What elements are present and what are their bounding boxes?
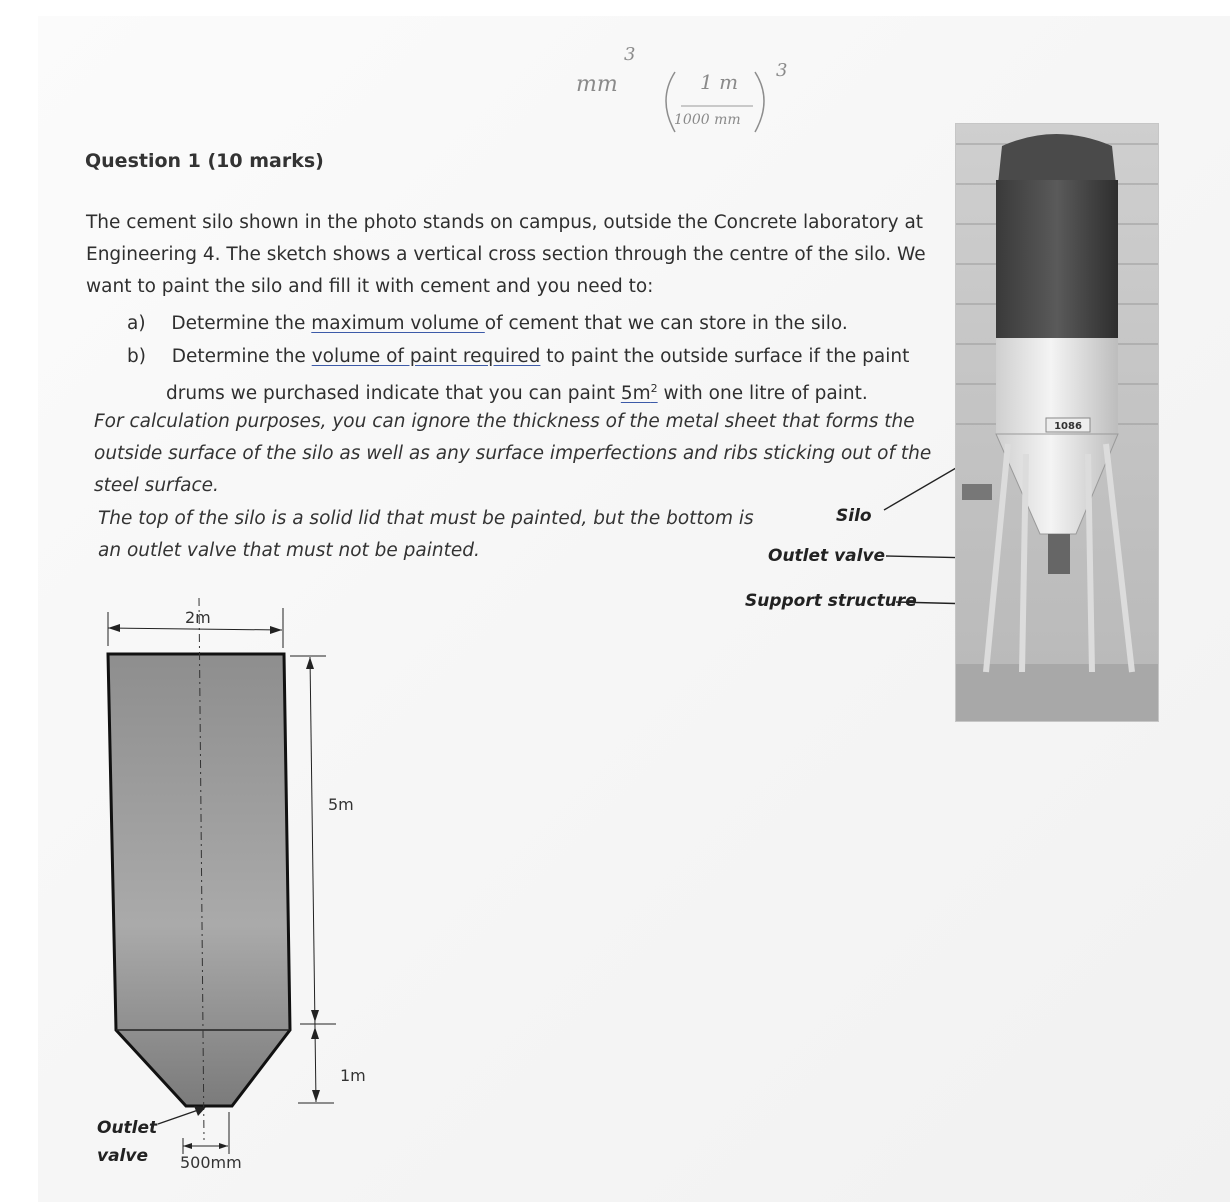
lid-line: an outlet valve that must not be painted. [98,540,480,561]
width-arrow-right [270,626,282,634]
item-b-post: to paint the outside surface if the paint [540,346,910,367]
outlet-label-line1: Outlet [97,1118,158,1138]
width-label: 2m [185,608,211,627]
label-outlet-valve: Outlet valve [768,546,886,566]
item-a-post: of cement that we can store in the silo. [484,313,848,334]
item-b-marker: b) [127,346,146,367]
label-support-structure: Support structure [745,591,917,611]
handwritten-mm-exponent: 3 [624,44,636,65]
width-arrow-left [108,624,120,632]
item-b-underlined: volume of paint required [311,346,541,367]
question-title: Question 1 (10 marks) [85,150,324,172]
item-b-line2-pre: drums we purchased indicate that you can paint [166,383,621,405]
coverage-value: 5m [620,383,651,405]
note-line: outside surface of the silo as well as any surface imperfections and ribs sticking out of the [94,443,932,464]
intro-line: want to paint the silo and fill it with cement and you need to: [86,276,654,297]
height-label: 5m [328,795,354,814]
outlet-width-label: 500mm [180,1153,242,1172]
silo-body-outline [108,654,290,1106]
handwritten-mm: mm [576,72,618,97]
plate-number: 1086 [1054,421,1082,432]
label-silo: Silo [836,506,872,526]
handwritten-1000mm: 1000 mm [674,112,741,128]
coverage-exponent: 2 [650,382,658,395]
lid-line: The top of the silo is a solid lid that must be painted, but the bottom is [98,508,754,529]
item-a-marker: a) [127,313,146,334]
note-line: For calculation purposes, you can ignore the thickness of the metal sheet that forms the [94,411,915,432]
handwritten-paren-exponent: 3 [776,60,788,81]
item-b-line2-post: with one litre of paint. [657,383,868,405]
intro-line: Engineering 4. The sketch shows a vertical cross section through the centre of the silo. We [86,244,926,265]
cone-height-label: 1m [340,1066,366,1085]
width-dimension-line [108,628,282,630]
handwritten-1m: 1 m [700,70,739,94]
intro-line: The cement silo shown in the photo stands on campus, outside the Concrete laboratory at [86,212,924,233]
item-a-underlined: maximum volume [311,313,485,334]
note-line: steel surface. [94,475,219,496]
outlet-label-line2: valve [97,1146,148,1166]
item-b-pre: Determine the [171,346,312,367]
item-a-pre: Determine the [171,313,312,334]
outlet-valve-label [97,1114,157,1170]
